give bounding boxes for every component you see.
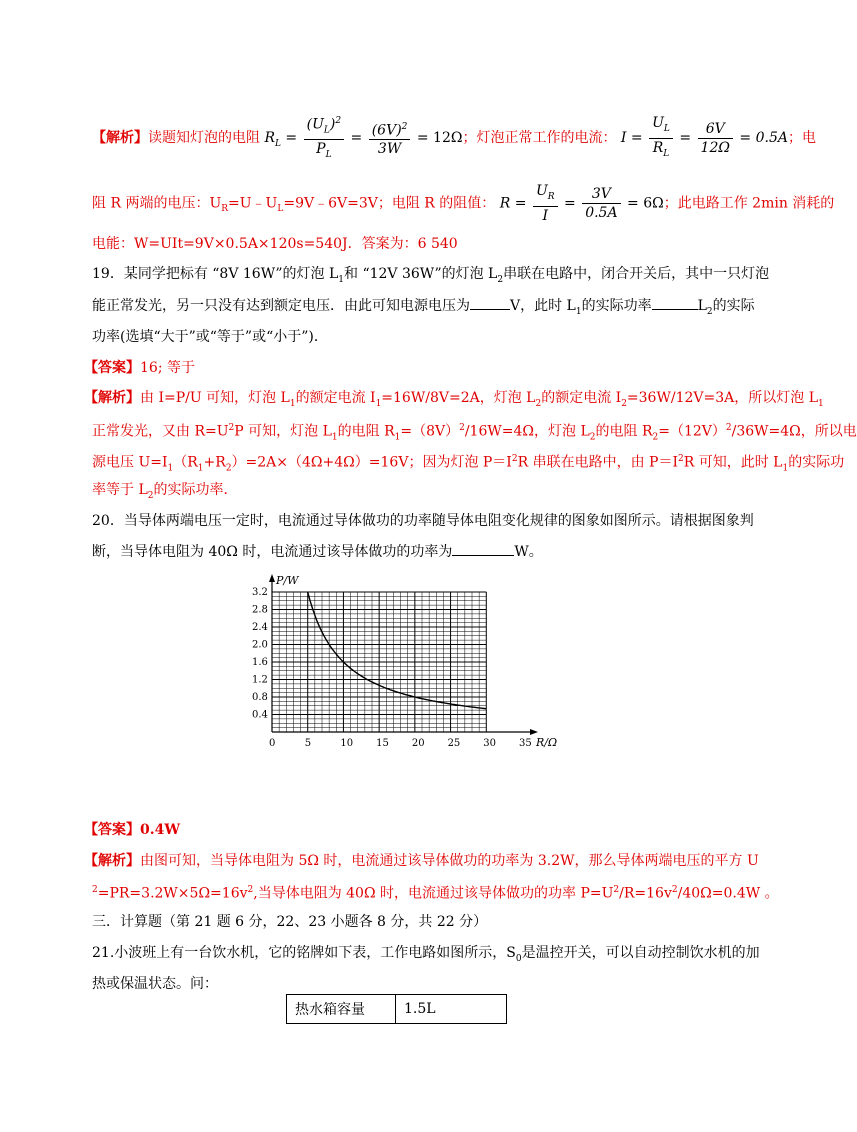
q18-frac-5: $\frac{U_R}{I}$ — [533, 182, 558, 225]
chart-x-axis-label: R/Ω — [536, 736, 558, 749]
x-tick-label: 0 — [269, 738, 276, 749]
q18-result-1: = 12Ω — [416, 130, 463, 147]
chart-tick-labels — [252, 587, 532, 749]
q18-text-a: 读题知灯泡的电阻 — [148, 130, 260, 147]
nameplate-table — [286, 994, 507, 1024]
x-tick-label: 10 — [340, 738, 354, 749]
q19-stem-line2: 能正常发光，另一只没有达到额定电压．由此可知电源电压为 V，此时 $L_1$的实际功率 $L_2$的实际 — [92, 298, 755, 317]
q19-stem-line1: 19．某同学把标有 “8V 16W”的灯泡 $L_1$和 “12V 36W”的灯泡 $L_2$串联在电路中，闭合开关后，其中一只灯泡 — [92, 266, 770, 285]
q20-stem-line2: 断，当导体电阻为 40Ω 时，电流通过该导体做功的功率为 W。 — [92, 544, 543, 560]
y-tick-label: 2.8 — [252, 604, 268, 616]
x-axis-arrow — [530, 729, 538, 735]
table-row — [287, 995, 507, 1024]
chart-y-axis-label: P/W — [276, 574, 299, 587]
x-tick-label: 20 — [411, 738, 425, 749]
section3-title: 三．计算题（第 21 题 6 分，22、23 小题各 8 分，共 22 分） — [92, 914, 488, 930]
x-tick-label: 25 — [447, 738, 461, 749]
q18-result-2: = 0.5A — [739, 130, 788, 147]
y-axis-arrow — [269, 574, 275, 582]
q18-line3: 电能：W=UIt=9V×0.5A×120s=540J．答案为：6 540 — [92, 236, 458, 252]
q21-stem-line2: 热或保温状态。问： — [92, 976, 218, 992]
y-tick-label: 0.4 — [252, 709, 268, 721]
q18-frac-1: $\frac{(U_L)^2}{P_L}$ — [304, 112, 344, 164]
q19-analysis-line4: 率等于 $L_2$的实际功率． — [92, 482, 238, 501]
y-tick-label: 2.4 — [252, 622, 268, 633]
q19-answer: 【答案】16; 等于 — [84, 360, 195, 376]
q20-analysis-line1: 【解析】由图可知，当导体电阻为 5Ω 时，电流通过该导体做功的功率为 3.2W，那么导体两端电压的平方 U — [84, 853, 759, 869]
q21-stem-line1: 21.小波班上有一台饮水机，它的铭牌如下表，工作电路如图所示，$S_0$是温控开关，可以自动控制饮水机的加 — [92, 945, 760, 964]
q20-blank[interactable] — [452, 555, 514, 556]
y-tick-label: 3.2 — [252, 587, 268, 598]
x-tick-label: 30 — [483, 738, 497, 749]
q18-frac-3: $\frac{U_L}{R_L}$ — [649, 114, 673, 163]
q19-analysis-line2: 正常发光，又由 $R=U^2P$ 可知，灯泡 $L_1$的电阻 $R_1=(8V)^2/16W=4\Omega$，灯泡 $L_2$的电阻 $R_2=(12V)^2/36W=4\Omega$，所以电 — [92, 423, 857, 443]
q18-text-c: ；电 — [787, 130, 816, 147]
q18-line1: 【解析】读题知灯泡的电阻 $R_L$ = $\frac{(U_L)^2}{P_L}$ = $\frac{(6V)^2}{3W}$ = 12Ω；灯泡正常工作的电流： I = $\frac{U_L}{R_L}$ = $\frac{6V}{12\Omega}$ = 0.5A；电 — [92, 112, 816, 164]
y-tick-label: 1.6 — [252, 657, 268, 668]
q20-analysis-line2: $^2=PR=3.2W\times 5\Omega=16v^2$,当导体电阻为 40Ω 时，电流通过该导体做功的功率 $P=U^2/R=16v^2/40\Omega=0.4W$ 。 — [92, 885, 779, 902]
y-tick-label: 0.8 — [252, 692, 268, 703]
q18-line2: 阻 R 两端的电压：$U_R=U﹣U_L=9V﹣6V=3V$；电阻 R 的阻值： R = $\frac{U_R}{I}$ = $\frac{3V}{0.5A}$ = 6Ω；此电路工作 2min 消耗的 — [92, 183, 835, 224]
table-cell-label: 热水箱容量 — [287, 995, 396, 1024]
power-resistance-chart — [244, 564, 558, 760]
x-tick-label: 15 — [376, 738, 389, 749]
q18-frac-2: $\frac{(6V)^2}{3W}$ — [369, 118, 411, 159]
chart-grid-major — [272, 592, 486, 732]
q18-result-3: = 6Ω — [627, 195, 664, 212]
table-cell-value: 1.5L — [396, 995, 507, 1024]
x-tick-label: 35 — [519, 738, 532, 749]
q18-text-b: ；灯泡正常工作的电流： — [462, 130, 617, 147]
q20-stem-line1: 20．当导体两端电压一定时，电流通过导体做功的功率随导体电阻变化规律的图象如图所示。请根据图象判 — [92, 513, 754, 529]
q19-analysis-line1: 【解析】由 I=P/U 可知，灯泡 $L_1$的额定电流 $I_1=16W/8V=2A$，灯泡 $L_2$的额定电流 $I_2=36W/12V=3A$，所以灯泡 $L_1$ — [84, 390, 824, 409]
y-tick-label: 2.0 — [252, 639, 268, 651]
q18-jiexi-label: 【解析】 — [92, 130, 148, 147]
y-tick-label: 1.2 — [252, 674, 268, 686]
q19-stem-line3: 功率(选填“大于”或“等于”或“小于”)． — [92, 329, 328, 345]
q20-answer: 【答案】0.4W — [84, 822, 181, 838]
q18-formula-r: $R_L$ = — [264, 130, 298, 149]
q18-frac-4: $\frac{6V}{12\Omega}$ — [698, 120, 733, 157]
q19-analysis-line3: 源电压 $U=I_1(R_1+R_2)=2A\times(4\Omega+4\Omega)=16V$；因为灯泡 $P=I^2R$ 串联在电路中，由 $P=I^2R$ 可知，此时 $L_1$的实际功 — [92, 454, 845, 474]
q19-blank-2[interactable] — [652, 309, 698, 310]
q19-blank-1[interactable] — [470, 309, 510, 310]
q18-formula-i: I = — [620, 130, 643, 147]
q18-formula-r2: R = — [499, 195, 527, 212]
q18-frac-6: $\frac{3V}{0.5A}$ — [582, 185, 620, 222]
x-tick-label: 5 — [304, 738, 312, 749]
